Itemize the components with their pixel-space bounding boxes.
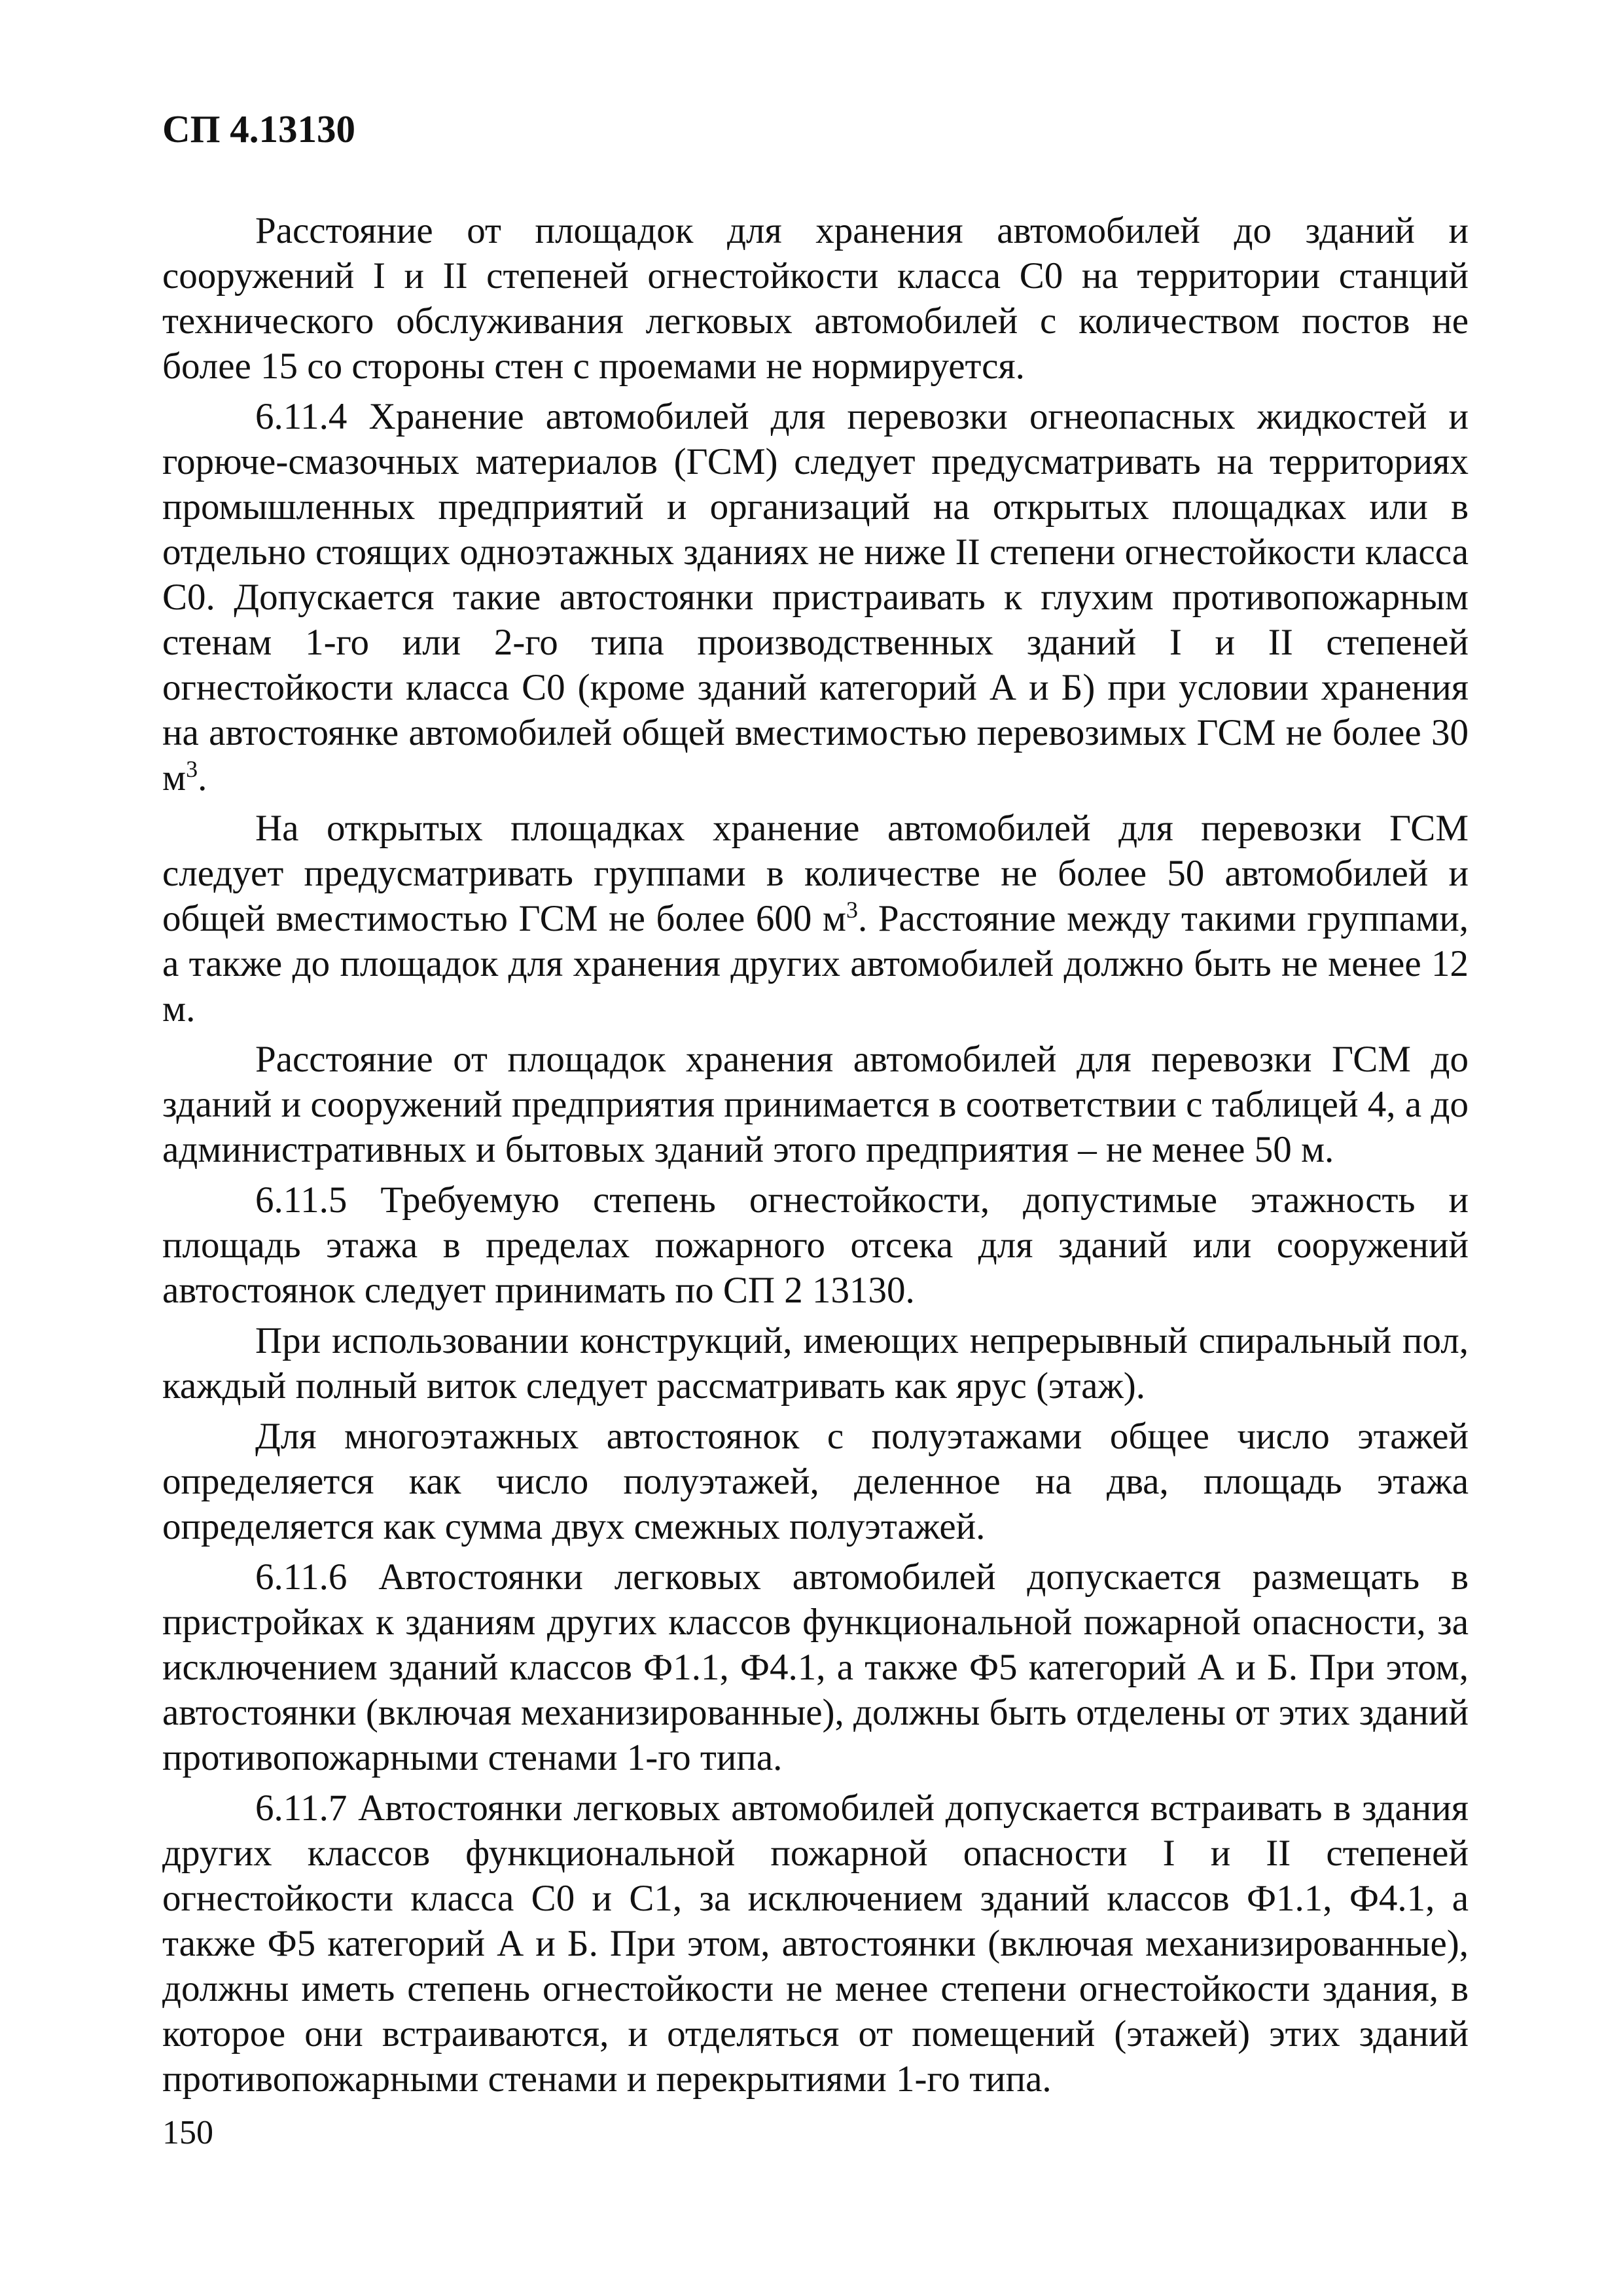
superscript: 3 [186, 756, 198, 782]
paragraph-6-11-7: 6.11.7 Автостоянки легковых автомобилей допускается встраивать в здания других классов функциональной пожарной опасности I и II степеней огнестойкости класса С0 и С1, за исключением зданий классов Ф1.1, Ф4.1, а также Ф5 категорий А и Б. При этом, автостоянки (включая механизированные), должны иметь степень огнестойкости не менее степени огнестойкости здания, в которое они встраиваются, и отделяться от помещений (этажей) этих зданий противопожарными стенами и перекрытиями 1-го типа. [162, 1787, 1469, 2100]
page-number: 150 [162, 2114, 213, 2151]
document-code-header: СП 4.13130 [162, 107, 355, 151]
paragraph: При использовании конструкций, имеющих непрерывный спиральный пол, каждый полный виток следует рассматривать как ярус (этаж). [162, 1320, 1469, 1407]
paragraph: Расстояние от площадок для хранения автомобилей до зданий и сооружений I и II степеней огнестойкости класса С0 на территории станций технического обслуживания легковых автомобилей с количеством постов не более 15 со стороны стен с проемами не нормируется. [162, 210, 1469, 387]
paragraph: На открытых площадках хранение автомобилей для перевозки ГСМ следует предусматривать группами в количестве не более 50 автомобилей и общей вместимостью ГСМ не более 600 $м^3$. Расстояние между такими группами, а также до площадок для хранения других автомобилей должно быть не менее 12 м. [162, 808, 1469, 1030]
paragraph-6-11-4: 6.11.4 Хранение автомобилей для перевозки огнеопасных жидкостей и горюче-смазочных материалов (ГСМ) следует предусматривать на территориях промышленных предприятий и организаций на открытых площадках или в отдельно стоящих одноэтажных зданиях не ниже II степени огнестойкости класса С0. Допускается такие автостоянки пристраивать к глухим противопожарным стенам 1-го или 2-го типа производственных зданий I и II степеней огнестойкости класса С0 (кроме зданий категорий А и Б) при условии хранения на автостоянке автомобилей общей вместимостью перевозимых ГСМ не более 30 $м^3$. [162, 396, 1469, 798]
paragraph: Расстояние от площадок хранения автомобилей для перевозки ГСМ до зданий и сооружений предприятия принимается в соответствии с таблицей 4, а до административных и бытовых зданий этого предприятия – не менее 50 м. [162, 1039, 1469, 1170]
paragraph: Для многоэтажных автостоянок с полуэтажами общее число этажей определяется как число полуэтажей, деленное на два, площадь этажа определяется как сумма двух смежных полуэтажей. [162, 1416, 1469, 1547]
paragraph-6-11-5: 6.11.5 Требуемую степень огнестойкости, допустимые этажность и площадь этажа в пределах пожарного отсека для зданий или сооружений автостоянок следует принимать по СП 2 13130. [162, 1179, 1469, 1311]
superscript: 3 [846, 897, 859, 923]
document-body [162, 208, 1469, 2107]
paragraph-6-11-6: 6.11.6 Автостоянки легковых автомобилей допускается размещать в пристройках к зданиям других классов функциональной пожарной опасности, за исключением зданий классов Ф1.1, Ф4.1, а также Ф5 категорий А и Б. При этом, автостоянки (включая механизированные), должны быть отделены от этих зданий противопожарными стенами 1-го типа. [162, 1556, 1469, 1778]
